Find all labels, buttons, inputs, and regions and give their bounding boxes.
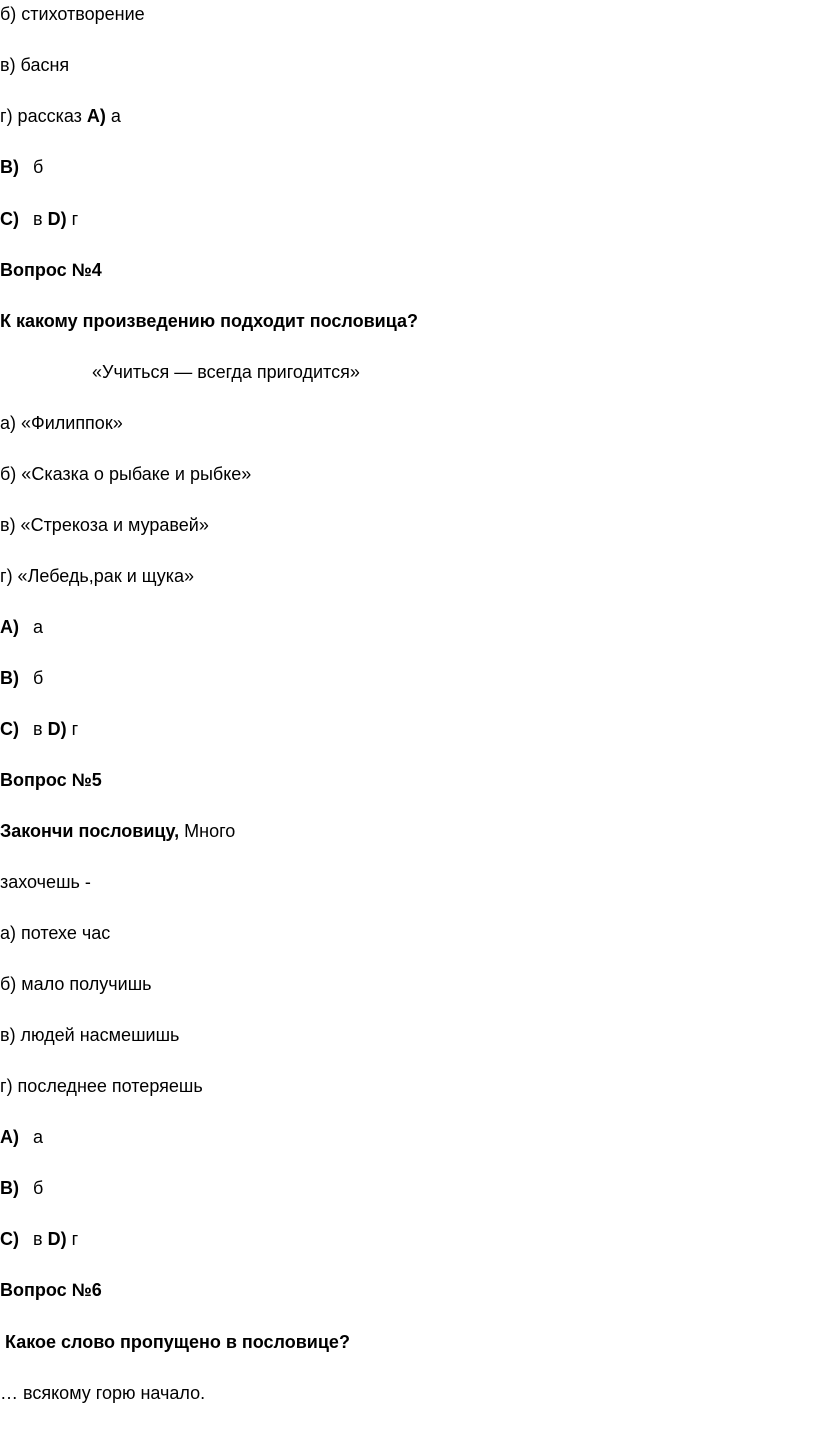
question-5-option-v: в) людей насмешишь xyxy=(0,1025,180,1045)
question-5-answer-b xyxy=(0,1176,43,1200)
answer-key: D) xyxy=(47,1229,67,1249)
question-4-title: Вопрос №4 xyxy=(0,260,102,280)
option-text: б) стихотворение xyxy=(0,4,145,24)
answer-key: C) xyxy=(0,1229,19,1249)
option-g-story-with-answer-a xyxy=(0,104,121,128)
question-5-answer-c-d xyxy=(0,1227,78,1251)
question-4-proverb: «Учиться — всегда пригодится» xyxy=(92,362,360,382)
answer-value: г xyxy=(66,209,79,229)
question-6-proverb: … всякому горю начало. xyxy=(0,1383,206,1403)
question-4-answer-c-d xyxy=(0,717,78,741)
question-6-text: Какое слово пропущено в пословице? xyxy=(0,1332,350,1352)
question-4-answer-a xyxy=(0,615,43,639)
answer-key: A) xyxy=(86,106,106,126)
answer-key: B) xyxy=(0,1178,19,1198)
question-5-text xyxy=(0,819,235,843)
question-5-option-a: а) потехе час xyxy=(0,923,111,943)
question-rest: Много xyxy=(179,821,236,841)
question-5-option-b: б) мало получишь xyxy=(0,974,152,994)
answer-key: B) xyxy=(0,668,19,688)
option-b-poem xyxy=(0,2,145,26)
question-5-title: Вопрос №5 xyxy=(0,770,102,790)
answer-value: г xyxy=(66,719,79,739)
answer-value: а xyxy=(33,617,44,637)
question-4-text: К какому произведению подходит пословица? xyxy=(0,311,419,331)
question-4-option-a: а) «Филиппок» xyxy=(0,413,123,433)
answer-c-d-row xyxy=(0,207,78,231)
answer-value: в xyxy=(33,1229,48,1249)
answer-key: C) xyxy=(0,209,19,229)
answer-value: б xyxy=(33,1178,44,1198)
option-text: в) басня xyxy=(0,55,70,75)
question-6-title: Вопрос №6 xyxy=(0,1280,102,1300)
option-v-fable xyxy=(0,53,69,77)
question-4-answer-b xyxy=(0,666,43,690)
question-bold-part: Закончи пословицу, xyxy=(0,821,180,841)
answer-key: D) xyxy=(47,719,67,739)
answer-b-row xyxy=(0,155,43,179)
question-5-answer-a xyxy=(0,1125,43,1149)
answer-key: B) xyxy=(0,157,19,177)
question-4-option-g: г) «Лебедь,рак и щука» xyxy=(0,566,195,586)
answer-value: а xyxy=(33,1127,44,1147)
question-4-option-b: б) «Сказка о рыбаке и рыбке» xyxy=(0,464,252,484)
question-4-option-v: в) «Стрекоза и муравей» xyxy=(0,515,209,535)
answer-value: в xyxy=(33,209,48,229)
answer-key: A) xyxy=(0,1127,19,1147)
answer-value: г xyxy=(66,1229,79,1249)
answer-key: C) xyxy=(0,719,19,739)
answer-key: A) xyxy=(0,617,19,637)
answer-value: б xyxy=(33,668,44,688)
answer-value: б xyxy=(33,157,44,177)
answer-value: в xyxy=(33,719,48,739)
question-5-text-continued: захочешь - xyxy=(0,872,91,892)
answer-value: а xyxy=(105,106,121,126)
option-text: г) рассказ xyxy=(0,106,87,126)
answer-key: D) xyxy=(47,209,67,229)
question-5-option-g: г) последнее потеряешь xyxy=(0,1076,203,1096)
